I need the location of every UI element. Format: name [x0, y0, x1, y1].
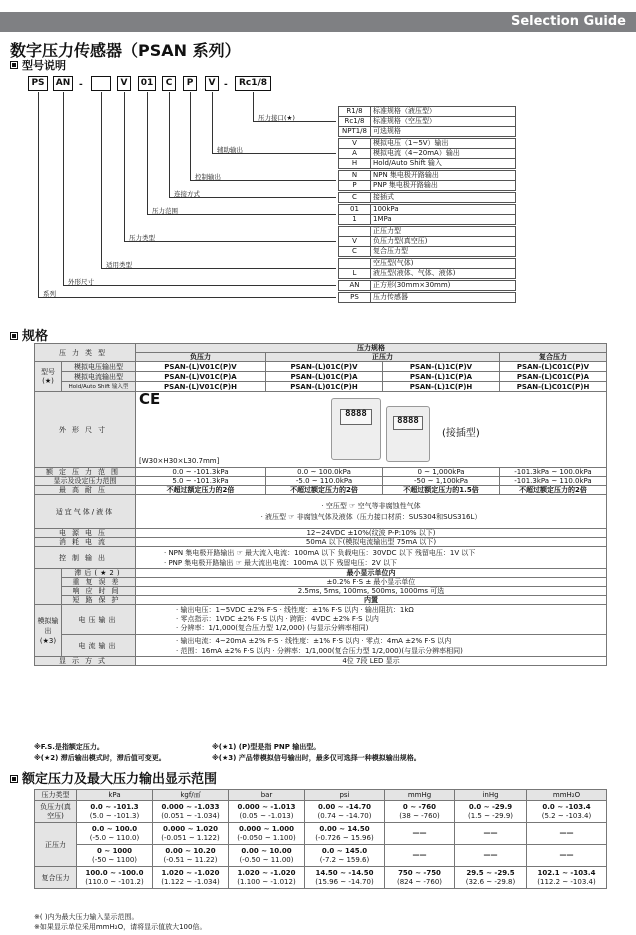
- range-value: 0.00 ~ 14.50: [319, 824, 370, 833]
- short-value: 内置: [136, 596, 607, 605]
- display-cell: 5.0 ~ -101.3kPa: [136, 477, 266, 486]
- range-cell: [153, 867, 229, 889]
- model-cell: PSAN-(L)V01C(P)V: [136, 362, 266, 372]
- maxp-cell: 不超过额定压力的2倍: [136, 486, 266, 495]
- range-value: 1.020 ~ -1.020: [237, 868, 296, 877]
- code-desc: 正压力型: [370, 226, 516, 237]
- maxp-cell: 不超过额定压力的2倍: [500, 486, 607, 495]
- range-cell: [229, 845, 305, 867]
- range-value: 0 ~ 1000: [96, 846, 133, 855]
- code-group-label: 适用类型: [106, 261, 132, 269]
- code-desc: 标准规格（空压型）: [370, 116, 516, 127]
- range-value: 0.0 ~ 100.0: [91, 824, 138, 833]
- range-value: 0.000 ~ 1.020: [162, 824, 219, 833]
- range-max-value: (-0.51 ~ 11.22): [163, 855, 218, 864]
- range-cell: [77, 801, 153, 823]
- range-value: 0.0 ~ -101.3: [90, 802, 139, 811]
- model-cell: PSAN-(L)1C(P)H: [383, 382, 500, 392]
- model-box-applicable: [91, 76, 111, 91]
- spec-heading-text: 规格: [22, 329, 49, 344]
- code-key: P: [338, 180, 371, 191]
- volt-out-label: 电压输出: [62, 605, 136, 635]
- range-max-value: (32.6 ~ -29.8): [465, 877, 516, 886]
- range-cell: [77, 823, 153, 845]
- leader-line: [253, 92, 254, 121]
- range-value: 0 ~ -760: [402, 802, 437, 811]
- rated-cell: -101.3kPa ~ 100.0kPa: [500, 468, 607, 477]
- dimensions-text: [W30×H30×L30.7mm]: [139, 457, 220, 465]
- code-desc: 100kPa: [370, 204, 516, 215]
- media-label: 适宜气体/液体: [35, 495, 136, 529]
- range-heading: [10, 768, 217, 787]
- range-max-value: (0.74 ~ -14.70): [317, 811, 372, 820]
- curr-out-value: [136, 635, 607, 657]
- code-key: PS: [338, 292, 371, 303]
- range-header: inHg: [455, 790, 527, 801]
- media-liquid: · 液压型 ☞ 非腐蚀气体及液体（压力接口材质：SUS304和SUS316L）: [260, 512, 482, 521]
- code-key: 01: [338, 204, 371, 215]
- pos-row-label: 正压力: [35, 823, 77, 867]
- range-cell: [385, 823, 455, 845]
- display-cell: -50 ~ 1,100kPa: [383, 477, 500, 486]
- range-max-value: (824 ~ -760): [396, 877, 443, 886]
- response-value: 2.5ms, 5ms, 100ms, 500ms, 1000ms 可选: [136, 587, 607, 596]
- code-desc: 接插式: [370, 192, 516, 203]
- range-max-value: (0.051 ~ -1.034): [161, 811, 220, 820]
- display-range-label: 显示及设定压力范围: [35, 477, 136, 486]
- short-label: 短路保护: [62, 596, 136, 605]
- banner-text: Selection Guide: [510, 14, 626, 29]
- code-key: Rc1/8: [338, 116, 371, 127]
- code-group-label: 控制输出: [195, 173, 221, 181]
- supply-value: 12~24VDC ±10%(纹波 P-P:10% 以下): [136, 529, 607, 538]
- model-box-pressure-type: V: [117, 76, 131, 91]
- range-header: mmH₂O: [527, 790, 607, 801]
- range-cell: [153, 823, 229, 845]
- model-cell: PSAN-(L)1C(P)V: [383, 362, 500, 372]
- sensor-product-image: [386, 406, 430, 462]
- code-group-label: 连接方式: [174, 190, 200, 198]
- code-key: AN: [338, 280, 371, 291]
- range-cell: [527, 801, 607, 823]
- consume-label: 消耗电流: [35, 538, 136, 547]
- range-cell: [229, 801, 305, 823]
- ce-mark-icon: CE: [139, 391, 161, 408]
- volt-line: · 零点指示：1VDC ±2% F·S 以内 · 跨距：4VDC ±2% F·S 以内: [176, 615, 379, 623]
- range-max-value: (-0.726 ~ 15.96): [315, 833, 374, 842]
- note: ※(★1) (P)型是指 PNP 输出型。: [212, 743, 321, 751]
- model-cell: PSAN-(L)01C(P)H: [266, 382, 383, 392]
- range-cell: [305, 823, 385, 845]
- leader-line: [212, 92, 213, 153]
- footnote: ※( )内为最大压力输入显示范围。: [34, 913, 139, 921]
- range-cell: [455, 867, 527, 889]
- page-title: 数字压力传感器（PSAN 系列）: [10, 41, 241, 60]
- control-value: [136, 547, 607, 569]
- repeat-label: 重复误差: [62, 578, 136, 587]
- model-box-control: P: [183, 76, 197, 91]
- leader-line: [101, 268, 336, 269]
- volt-line: · 分辨率：1/1,000(复合压力型 1/2,000) (与显示分辨率相同): [176, 624, 369, 632]
- code-group-label: 外形尺寸: [68, 278, 94, 286]
- note: ※F.S.是指额定压力。: [34, 743, 104, 751]
- model-cell: PSAN-(L)C01C(P)H: [500, 382, 607, 392]
- pressure-type-header: 压力类型: [35, 344, 136, 362]
- code-key: 1: [338, 214, 371, 225]
- sensor-display: 8888: [340, 409, 372, 425]
- range-value: 1.020 ~ -1.020: [161, 868, 220, 877]
- range-cell: [527, 823, 607, 845]
- range-value: 29.5 ~ -29.5: [466, 868, 515, 877]
- pnp-text: · PNP 集电极开路输出 ☞ 最大流出电流：100mA 以下 残留电压：2V 以下: [164, 558, 397, 567]
- model-dash: -: [79, 80, 83, 90]
- range-cell: [385, 867, 455, 889]
- range-value: 100.0 ~ -100.0: [85, 868, 144, 877]
- range-max-value: (-0.50 ~ 11.00): [239, 855, 294, 864]
- range-cell: [305, 867, 385, 889]
- code-group-label: 系列: [43, 290, 56, 298]
- range-cell: [153, 845, 229, 867]
- curr-line: · 输出电流：4~20mA ±2% F·S · 线性度：±1% F·S 以内 · 零点：4mA ±2% F·S 以内: [176, 636, 452, 645]
- rated-cell: 0 ~ 1,000kPa: [383, 468, 500, 477]
- range-value: 0.000 ~ -1.013: [237, 802, 296, 811]
- model-dash: -: [224, 80, 228, 90]
- range-value: 102.1 ~ -103.4: [537, 868, 596, 877]
- range-value: 0.0 ~ 145.0: [321, 846, 368, 855]
- volt-out-value: [136, 605, 607, 635]
- lag-label: 滞后(★2): [62, 569, 136, 578]
- model-cell: PSAN-(L)V01C(P)A: [136, 372, 266, 382]
- range-cell: [77, 867, 153, 889]
- model-box-an: AN: [53, 76, 73, 91]
- sensor-product-image: [331, 398, 381, 460]
- square-bullet-icon: [10, 332, 18, 340]
- code-key: V: [338, 236, 371, 247]
- code-group-label: 压力类型: [129, 234, 155, 242]
- range-value: ——: [483, 829, 498, 837]
- model-box-connection: C: [162, 76, 176, 91]
- model-cell: PSAN-(L)01C(P)A: [266, 372, 383, 382]
- range-max-value: (1.100 ~ -1.012): [237, 877, 296, 886]
- range-header: mmHg: [385, 790, 455, 801]
- pressure-spec-header: 压力规格: [136, 344, 607, 353]
- out-v-label: 模拟电压输出型: [62, 362, 136, 372]
- leader-line: [169, 92, 170, 197]
- rated-cell: 0.0 ~ 100.0kPa: [266, 468, 383, 477]
- range-header: kPa: [77, 790, 153, 801]
- range-max-value: (-50 ~ 1100): [91, 855, 138, 864]
- out-h-label: Hold/Auto Shift 输入型: [62, 382, 136, 392]
- maxp-cell: 不超过额定压力的2倍: [266, 486, 383, 495]
- out-a-label: 模拟电流输出型: [62, 372, 136, 382]
- code-key: NPT1/8: [338, 126, 371, 137]
- leader-line: [38, 92, 39, 297]
- range-value: 0.0 ~ -29.9: [468, 802, 513, 811]
- disp-mode-value: 4位 7段 LED 显示: [136, 657, 607, 666]
- media-cell: [136, 495, 607, 529]
- range-max-value: (-7.2 ~ 159.6): [319, 855, 370, 864]
- code-desc: 模拟电流（4~20mA）输出: [370, 148, 516, 159]
- range-max-value: (1.122 ~ -1.034): [161, 877, 220, 886]
- code-key: L: [338, 268, 371, 279]
- comp-header: 复合压力: [500, 353, 607, 362]
- selection-guide-banner: [0, 12, 636, 32]
- range-max-value: (1.5 ~ -29.9): [467, 811, 514, 820]
- code-key: R1/8: [338, 106, 371, 117]
- range-max-value: (112.2 ~ -103.4): [537, 877, 596, 886]
- range-cell: [455, 823, 527, 845]
- code-desc: 压力传感器: [370, 292, 516, 303]
- leader-line: [63, 285, 336, 286]
- code-desc: 负压力型(真空压): [370, 236, 516, 247]
- response-label: 响应时间: [62, 587, 136, 596]
- supply-label: 电源电压: [35, 529, 136, 538]
- range-value: 0.0 ~ -103.4: [542, 802, 591, 811]
- range-cell: [385, 845, 455, 867]
- display-cell: -101.3kPa ~ 110.0kPa: [500, 477, 607, 486]
- range-value: 0.00 ~ -14.70: [317, 802, 372, 811]
- model-heading: [10, 57, 66, 73]
- neg-header: 负压力: [136, 353, 266, 362]
- range-cell: [229, 867, 305, 889]
- leader-line: [38, 297, 336, 298]
- range-heading-text: 额定压力及最大压力输出显示范围: [22, 772, 218, 787]
- range-value: ——: [412, 851, 427, 859]
- code-key: V: [338, 138, 371, 149]
- range-header: 压力类型: [35, 790, 77, 801]
- range-header: bar: [229, 790, 305, 801]
- range-value: 0.000 ~ 1.000: [238, 824, 295, 833]
- model-cell: PSAN-(L)C01C(P)V: [500, 362, 607, 372]
- range-value: ——: [559, 851, 574, 859]
- leader-line: [147, 92, 148, 214]
- code-desc: PNP 集电极开路输出: [370, 180, 516, 191]
- code-group-label: 压力接口(★): [258, 114, 295, 122]
- code-desc: NPN 集电极开路输出: [370, 170, 516, 181]
- code-desc: 标准规格（液压型）: [370, 106, 516, 117]
- consume-value: 50mA 以下(模拟电流输出型 75mA 以下): [136, 538, 607, 547]
- plug-type-label: (接插型): [442, 428, 480, 439]
- display-cell: -5.0 ~ 110.0kPa: [266, 477, 383, 486]
- model-box-ps: PS: [28, 76, 48, 91]
- range-value: ——: [483, 851, 498, 859]
- curr-out-label: 电流输出: [62, 635, 136, 657]
- range-cell: [527, 867, 607, 889]
- model-cell: PSAN-(L)V01C(P)H: [136, 382, 266, 392]
- code-key: A: [338, 148, 371, 159]
- leader-line: [190, 92, 191, 180]
- code-key: H: [338, 158, 371, 169]
- range-cell: [385, 801, 455, 823]
- media-gas: · 空压型 ☞ 空气等非腐蚀性气体: [321, 501, 421, 510]
- code-key: C: [338, 246, 371, 257]
- spec-table: [34, 343, 607, 666]
- model-box-port: Rc1/8: [235, 76, 271, 91]
- note: ※(★3) 产品带模拟信号输出时，最多仅可选择一种模拟输出规格。: [212, 754, 421, 762]
- appearance-cell: [136, 392, 607, 468]
- model-heading-text: 型号说明: [22, 59, 66, 72]
- volt-line: · 输出电压：1~5VDC ±2% F·S · 线性度：±1% F·S 以内 · 输出阻抗：1kΩ: [176, 606, 414, 614]
- footnote: ※如果显示单位采用mmH₂O，请将显示值放大100倍。: [34, 923, 207, 931]
- code-desc: 液压型(液体、气体、液体): [370, 268, 516, 279]
- range-max-value: (5.0 ~ -101.3): [89, 811, 140, 820]
- range-cell: [77, 845, 153, 867]
- code-group-label: 辅助输出: [217, 146, 243, 154]
- code-desc: 复合压力型: [370, 246, 516, 257]
- lag-value: 最小显示单位内: [136, 569, 607, 578]
- code-desc: 模拟电压（1~5V）输出: [370, 138, 516, 149]
- range-max-value: (-5.0 ~ 110.0): [89, 833, 140, 842]
- curr-line: · 范围：16mA ±2% F·S 以内 · 分辨率：1/1,000(复合压力型 1/2,000)(与显示分辨率相同): [176, 646, 463, 655]
- range-header: psi: [305, 790, 385, 801]
- code-group-label: 压力范围: [152, 207, 178, 215]
- leader-line: [124, 92, 125, 241]
- range-max-value: (0.05 ~ -1.013): [239, 811, 294, 820]
- control-label: 控制输出: [35, 547, 136, 569]
- range-cell: [455, 845, 527, 867]
- range-max-value: (-0.051 ~ 1.122): [161, 833, 220, 842]
- leader-line: [63, 92, 64, 285]
- range-value: 14.50 ~ -14.50: [315, 868, 374, 877]
- range-value: ——: [412, 829, 427, 837]
- comp-row-label: 复合压力: [35, 867, 77, 889]
- model-label: 型号(★): [35, 362, 62, 392]
- max-pressure-label: 最高耐压: [35, 486, 136, 495]
- range-cell: [305, 845, 385, 867]
- range-value: 0.00 ~ 10.00: [241, 846, 292, 855]
- model-cell: PSAN-(L)01C(P)V: [266, 362, 383, 372]
- code-desc: 空压型(气体): [370, 258, 516, 269]
- range-max-value: (38 ~ -760): [399, 811, 440, 820]
- neg-row-label: 负压力(真空压): [35, 801, 77, 823]
- model-cell: PSAN-(L)C01C(P)A: [500, 372, 607, 382]
- range-max-value: (110.0 ~ -101.2): [85, 877, 144, 886]
- range-cell: [527, 845, 607, 867]
- range-cell: [305, 801, 385, 823]
- range-cell: [153, 801, 229, 823]
- range-header: kgf/㎠: [153, 790, 229, 801]
- blank-cell: [35, 569, 62, 605]
- range-value: 0.00 ~ 10.20: [165, 846, 216, 855]
- code-key: N: [338, 170, 371, 181]
- range-cell: [455, 801, 527, 823]
- range-table: [34, 789, 607, 889]
- rated-cell: 0.0 ~ -101.3kPa: [136, 468, 266, 477]
- pos-header: 正压力: [266, 353, 500, 362]
- range-max-value: (-0.050 ~ 1.100): [237, 833, 296, 842]
- appearance-label: 外形尺寸: [35, 392, 136, 468]
- code-desc: 1MPa: [370, 214, 516, 225]
- model-cell: PSAN-(L)1C(P)A: [383, 372, 500, 382]
- note: ※(★2) 滞后输出模式时，滞后值可变更。: [34, 754, 166, 762]
- maxp-cell: 不超过额定压力的1.5倍: [383, 486, 500, 495]
- square-bullet-icon: [10, 61, 18, 69]
- npn-text: · NPN 集电极开路输出 ☞ 最大流入电流：100mA 以下 负载电压：30VDC 以下 残留电压：1V 以下: [164, 548, 476, 557]
- rated-range-label: 额定压力范围: [35, 468, 136, 477]
- leader-line: [124, 241, 336, 242]
- spec-heading: [10, 325, 48, 344]
- code-desc: Hold/Auto Shift 输入: [370, 158, 516, 169]
- range-value: 0.000 ~ -1.033: [161, 802, 220, 811]
- model-box-aux: V: [205, 76, 219, 91]
- range-max-value: (15.96 ~ -14.70): [315, 877, 374, 886]
- model-box-range: 01: [138, 76, 156, 91]
- repeat-value: ±0.2% F·S ± 最小显示单位: [136, 578, 607, 587]
- code-key: C: [338, 192, 371, 203]
- range-cell: [229, 823, 305, 845]
- analog-label: 模拟输出(★3): [35, 605, 62, 657]
- sensor-display: 8888: [393, 416, 423, 430]
- code-desc: 可选规格: [370, 126, 516, 137]
- code-desc: 正方形(30mm×30mm): [370, 280, 516, 291]
- square-bullet-icon: [10, 775, 18, 783]
- range-value: 750 ~ -750: [398, 868, 441, 877]
- disp-mode-label: 显示方式: [35, 657, 136, 666]
- range-value: ——: [559, 829, 574, 837]
- leader-line: [101, 92, 102, 268]
- range-max-value: (5.2 ~ -103.4): [541, 811, 592, 820]
